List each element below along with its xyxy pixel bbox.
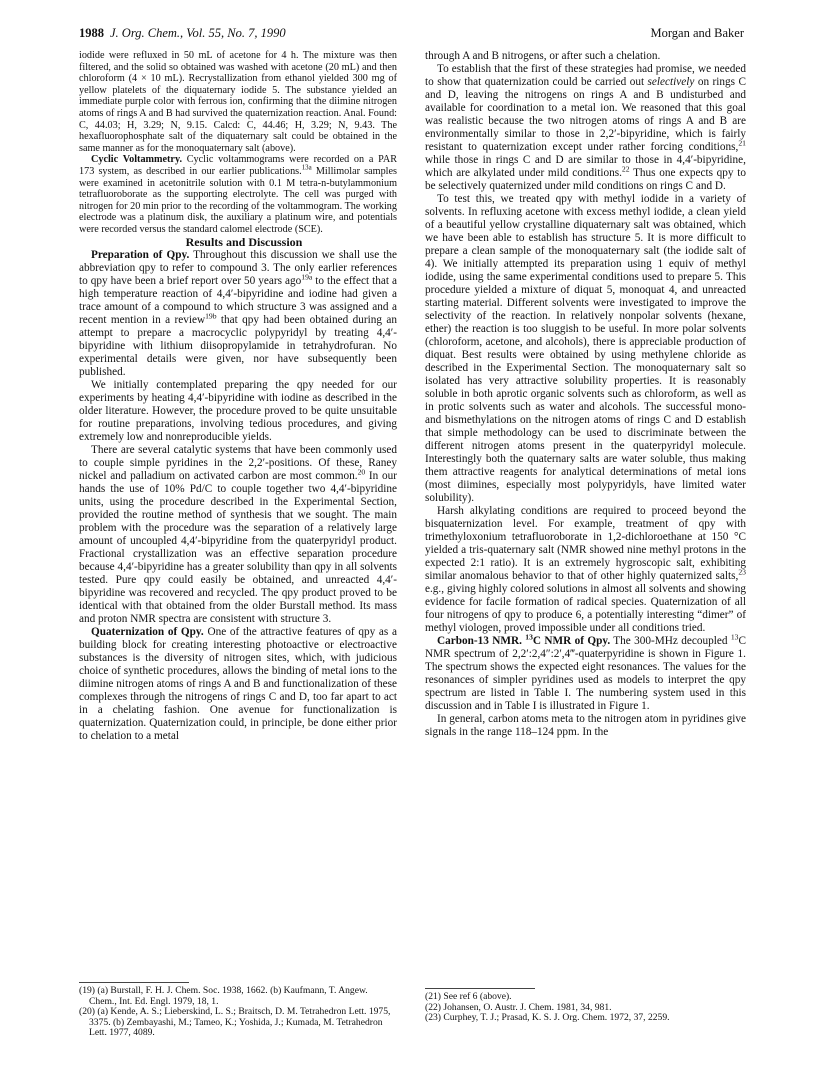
c13-text-a: The 300-MHz decoupled [610,635,731,647]
header-authors: Morgan and Baker [650,26,744,40]
quat-text: One of the attractive features of qpy as a building block for creating interesting photoactive or electroactive substances is the diversity of nitrogen sites, which, with judicious choice of synthetic procedures, allows the binding of metal ions to the diimine nitrogen atoms of rings A and B and functionalization of these complexes through the nitrogens of rings C and D, too far apart to act in a chelating fashion. One avenue for functionalization is quaternization. Quaternization could, in principle, be done either prior to chelation to a metal [79,625,397,742]
strategy-text-d: Thus one expects qpy to be selectively quaternized under mild conditions on rings C and D. [425,167,746,192]
footnote-23: (23) Curphey, T. J.; Prasad, K. S. J. Org. Chem. 1972, 37, 2259. [425,1012,670,1024]
prep-ref-19a: 19a [301,271,313,281]
harsh-ref-23: 23 [738,567,746,577]
c13-head-sup: 13 [525,632,533,642]
strategy-text-a: To establish that the first of these strategies had promise, we needed to show that quaternization could be carried out [425,63,746,88]
page-number: 1988 [79,26,104,40]
footnotes-left [79,982,397,1039]
footnote-rule [79,982,189,983]
initially-paragraph: We initially contemplated preparing the qpy needed for our experiments by heating 4,4′-bipyridine with iodine as described in the older literature. However, the procedure proved to be quite unsuitable for routine preparations, involving tedious procedures, and giving extremely low and nonreproducible yields. [79,378,397,443]
section-heading-results: Results and Discussion [185,234,303,249]
c13-runin-heading [437,632,611,647]
catalytic-ref-20: 20 [357,466,366,476]
right-column [425,50,746,739]
c13-head-b: C NMR of Qpy. [532,635,611,647]
c13-head-a: Carbon-13 NMR. [437,635,526,647]
carbon13-paragraph [425,632,746,713]
quat-runin-heading: Quaternization of Qpy. [91,625,204,638]
cv-text-a: Cyclic voltammograms were recorded on a PAR 173 system, as described in our earlier publications. [79,154,397,177]
footnote-22: (22) Johansen, O. Austr. J. Chem. 1981, 34, 981. [425,1001,612,1013]
strategy-text-b: on rings C and D, leaving the nitrogens on rings A and B undisturbed and available for coordination to a metal ion. We reasoned that this goal was realistic because the two nitrogen atoms of rings A and B are environmentally similar to those in 2,2′-bipyridine, which is fairly resistant to quaternization except under rather forcing conditions, [425,76,746,153]
catalytic-paragraph [79,444,397,626]
footnote-21: (21) See ref 6 (above). [425,991,512,1002]
c13-text-b: C NMR spectrum of 2,2′:2,4″:2′,4‴-quaterpyridine is shown in Figure 1. The spectrum shows the expected eight resonances. The values for the resonances of simpler pyridines used as models to interpret the qpy spectrum are listed in Table I. The numbering system used in this discussion and in Table I is illustrated in Figure 1. [425,635,746,712]
catalytic-text-a: There are several catalytic systems that have been commonly used to couple simple pyridines in the 2,2′-positions. Of these, Raney nickel and palladium on activated carbon are most common. [79,443,397,482]
prep-text-c: that qpy had been obtained during an attempt to prepare a macrocyclic polypyridyl by treating 4,4′-bipyridine with lithium diisopropylamide in tetrahydrofuran. No experimental details were given, nor have subsequently been published. [79,313,397,378]
strategy-emphasis: selectively [647,76,695,88]
preparation-paragraph [79,249,397,379]
strategy-text-c: while those in rings C and D are similar to those in 4,4′-bipyridine, which are alkylated under mild conditions. [425,154,746,179]
chelation-continuation: through A and B nitrogens, or after such a chelation. [425,50,661,62]
strategy-ref-21: 21 [738,138,746,148]
footnote-20: (20) (a) Kende, A. S.; Lieberskind, L. S.; Braitsch, D. M. Tetrahedron Lett. 1975, 3375. (b) Zembayashi, M.; Tameo, K.; Yoshida, J.; Kumada, M. Tetrahedron Lett. 1977, 4089. [79,1006,391,1039]
harsh-alkylating-paragraph [425,505,746,635]
prep-text-b: to the effect that a high temperature reaction of 4,4′-bipyridine and iodine had given a trace amount of a compound to which structure 3 was assigned and a recent mention in a review [79,274,397,326]
cv-ref: 13a [301,164,312,172]
prep-runin-heading: Preparation of Qpy. [91,248,190,261]
footnotes-right [425,988,746,1024]
prep-ref-19b: 19b [205,310,217,320]
harsh-text-b: e.g., giving highly colored solutions in almost all solvents and showing evidence for facile formation of radical species. Quaternization of all four nitrogens of qpy to produce 6, a potentially interesting “dimer” of methyl viologen, proved impossible under all conditions tried. [425,583,746,634]
strategy-ref-22: 22 [621,164,630,174]
harsh-text-a: Harsh alkylating conditions are required to proceed beyond the bisquaternization level. For example, treatment of qpy with trimethyloxonium tetrafluoroborate in 1,2-dichloroethane at 150 °C yielded a tris-quaternary salt (NMR showed nine methyl protons in the expected 2:1 ratio). It is an extremely hygroscopic salt, exhibiting similar anomalous behavior to that of other highly quaternized salts, [425,505,746,582]
general-paragraph: In general, carbon atoms meta to the nitrogen atom in pyridines give signals in the range 118–124 ppm. In the [425,713,746,738]
methyl-iodide-paragraph: To test this, we treated qpy with methyl iodide in a variety of solvents. In refluxing acetone with excess methyl iodide, a clean yield of a beautiful yellow crystalline diquaternary salt was obtained, which we have been able to establish has structure 5. It is more difficult to prepare a clean sample of the monoquaternary salt (the iodide salt of 4). We initially attempted its preparation using 1 equiv of methyl iodide, using the same experimental conditions used to prepare 5. This procedure yielded a mixture of diquat 5, monoquat 4, and unreacted starting material. Different solvents were investigated to improve the selectivity of the reaction. In relatively nonpolar solvents (hexane, ether) the reaction is too sluggish to be useful. In more polar solvents (chloroform, acetone, and alcohols), there is appreciable production of diquat. Best results were obtained by using methylene chloride as described in the Experimental Section. The monoquaternary salt so isolated has very attractive solubility properties. It is reasonably soluble in both aprotic organic solvents such as chloroform, as well as in protic solvents such as water and alcohols. The successful mono- and bismethylations on the nitrogen atoms of rings C and D establish that simple methodology can be used to discriminate between the different nitrogen atoms present in the quaterpyridyl molecule. Interestingly both the quaternary salts are water soluble, thus making them attractive reagents for analytical determinations of metal ions (most diimines, especially most polypyridyls, have limited water solubility). [425,193,746,504]
catalytic-text-b: In our hands the use of 10% Pd/C to couple together two 4,4′-bipyridine units, using the procedure described in the Experimental Section, provided the routine method of synthesis that we sought. The main problem with the procedure was the separation of a relatively large amount of uncoupled 4,4′-bipyridine from the quaterpyridyl product. Fractional crystallization was an effective separation procedure because 4,4′-bipyridine has a greater solubility than qpy in all solvents tested. Pure qpy could easily be obtained, and unreacted 4,4′-bipyridine was recovered and recycled. The qpy product proved to be identical with that obtained from the older Burstall method. Its mass and proton NMR spectra are consistent with structure 3. [79,469,397,625]
cv-runin-heading: Cyclic Voltammetry. [91,154,183,166]
quaternization-paragraph [79,626,397,743]
left-column [79,50,397,743]
prep-text-a: Throughout this discussion we shall use the abbreviation qpy to refer to compound 3. The only earlier references to qpy have been a brief report over 50 years ago [79,248,398,287]
footnote-rule [425,988,535,989]
c13-sup: 13 [730,632,739,642]
experimental-paragraph: iodide were refluxed in 50 mL of acetone for 4 h. The mixture was then filtered, and the solid so obtained was washed with acetone (20 mL) and then chloroform (4 × 10 mL). Recrystallization from ethanol yielded 300 mg of yellow platelets of the diquaternary iodide 5. The substance yielded an immediate purple color with ferrous ion, confirming that the diimine nitrogen atoms of rings A and B had survived the quaternization reaction. Anal. Found: C, 44.03; H, 3.29; N, 9.15. Calcd: C, 44.46; H, 3.29; N, 9.43. The hexafluorophosphate salt of the diquaternary salt could be obtained in the same manner as for the monoquaternary salt (above). [79,50,398,154]
cyclic-voltammetry-paragraph [79,154,397,235]
strategy-paragraph [425,63,746,193]
footnote-19: (19) (a) Burstall, F. H. J. Chem. Soc. 1938, 1662. (b) Kaufmann, T. Angew. Chem., Int. Ed. Engl. 1979, 18, 1. [79,985,368,1007]
running-header [79,26,744,42]
cv-text-b: Millimolar samples were examined in acetonitrile solution with 0.1 M tetra-n-butylammonium tetrafluoroborate as the supporting electrolyte. The cell was purged with nitrogen for 20 min prior to the recording of the voltammogram. The working electrode was a platinum disk, the auxiliary a platinum wire, and potentials were recorded versus the standard calomel electrode (SCE). [79,165,397,235]
journal-citation: J. Org. Chem., Vol. 55, No. 7, 1990 [110,26,286,40]
header-left [79,26,286,41]
